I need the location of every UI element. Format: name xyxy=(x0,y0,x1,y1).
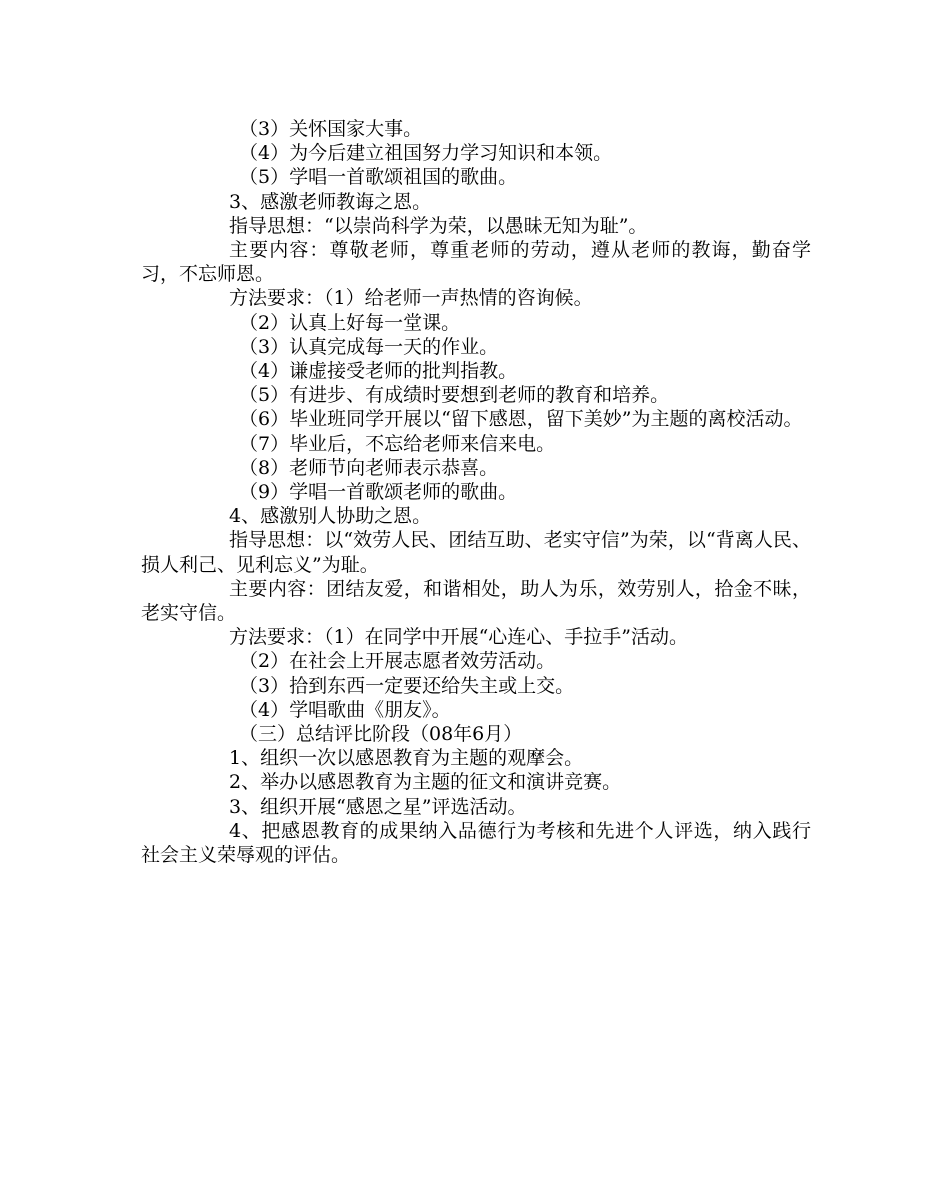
paragraph: （3）拾到东西一定要还给失主或上交。 xyxy=(239,674,575,697)
paragraph: 主要内容：尊敬老师，尊重老师的劳动，遵从老师的教诲，勤奋学习，不忘师恩。 xyxy=(141,239,811,286)
paragraph: （6）毕业班同学开展以“留下感恩，留下美妙”为主题的离校活动。 xyxy=(239,408,803,431)
paragraph: （7）毕业后，不忘给老师来信来电。 xyxy=(239,432,556,455)
paragraph: （8）老师节向老师表示恭喜。 xyxy=(239,456,499,479)
paragraph: 方法要求：（1）在同学中开展“心连心、手拉手”活动。 xyxy=(229,626,689,649)
paragraph: 4、把感恩教育的成果纳入品德行为考核和先进个人评选，纳入践行社会主义荣辱观的评估。 xyxy=(141,819,811,867)
section-heading: （三）总结评比阶段（08年6月） xyxy=(239,723,523,746)
paragraph: 2、举办以感恩教育为主题的征文和演讲竞赛。 xyxy=(229,771,622,794)
paragraph: 1、组织一次以感恩教育为主题的观摩会。 xyxy=(229,747,584,770)
paragraph: （4）学唱歌曲《朋友》。 xyxy=(239,698,451,721)
paragraph: （9）学唱一首歌颂老师的歌曲。 xyxy=(239,481,518,504)
paragraph: （2）认真上好每一堂课。 xyxy=(239,311,461,334)
paragraph: （4）为今后建立祖国努力学习知识和本领。 xyxy=(239,142,613,165)
paragraph: （2）在社会上开展志愿者效劳活动。 xyxy=(239,650,556,673)
paragraph: （3）关怀国家大事。 xyxy=(239,118,423,140)
paragraph: 指导思想：以“效劳人民、团结互助、老实守信”为荣，以“背离人民、损人利己、见利忘义”为耻。 xyxy=(141,529,811,576)
paragraph: 方法要求：（1）给老师一声热情的咨询候。 xyxy=(229,287,593,310)
paragraph: 指导思想：“以崇尚科学为荣，以愚昧无知为耻”。 xyxy=(229,214,648,237)
section-heading: 4、感激别人协助之恩。 xyxy=(229,505,432,528)
document-body xyxy=(141,117,811,867)
paragraph: （5）有进步、有成绩时要想到老师的教育和培养。 xyxy=(239,384,670,407)
paragraph: （5）学唱一首歌颂祖国的歌曲。 xyxy=(239,166,518,189)
paragraph: 3、组织开展“感恩之星”评选活动。 xyxy=(229,795,527,818)
paragraph: （3）认真完成每一天的作业。 xyxy=(239,335,499,358)
paragraph: （4）谦虚接受老师的批判指教。 xyxy=(239,360,518,383)
section-heading: 3、感激老师教诲之恩。 xyxy=(229,190,432,213)
paragraph: 主要内容：团结友爱，和谐相处，助人为乐，效劳别人，拾金不昧，老实守信。 xyxy=(141,577,811,625)
